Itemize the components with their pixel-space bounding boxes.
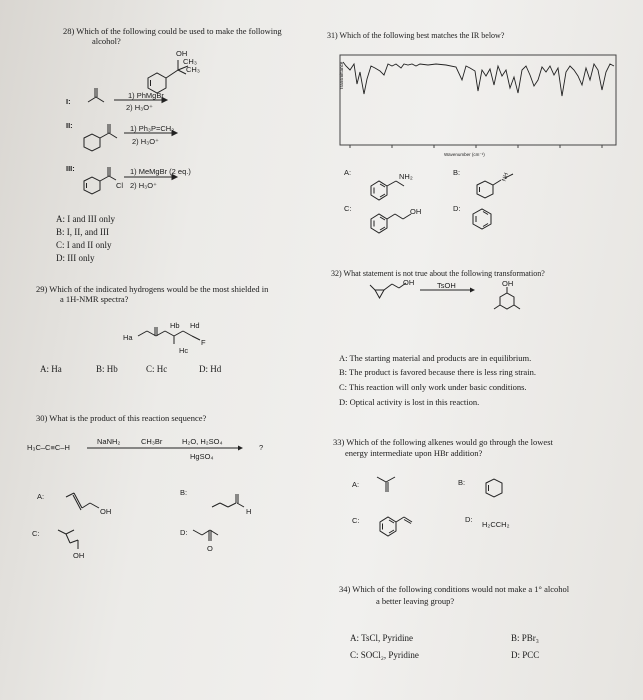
- q30-reagent-1: NaNH₂: [97, 437, 121, 446]
- q32-question: 32) What statement is not true about the following transformation?: [331, 269, 545, 278]
- q31-option-a-nh2: NH₂: [399, 172, 413, 181]
- q31-option-a[interactable]: A:: [344, 168, 352, 177]
- q33-option-b-molecule: [486, 479, 502, 497]
- q30-option-c[interactable]: C:: [32, 529, 40, 538]
- q28-answer-c[interactable]: C: I and II only: [56, 240, 112, 250]
- q29-label-hc: Hc: [179, 346, 189, 355]
- q31-option-d-molecule: [473, 209, 491, 229]
- q28-option-iii-step1: 1) MeMgBr (2 eq.): [130, 167, 191, 176]
- q30-option-c-molecule: [58, 530, 78, 549]
- q29-answer-c[interactable]: C: Hc: [146, 364, 168, 374]
- q28-option-iii-cl: Cl: [116, 181, 124, 190]
- q31-option-c-molecule: [371, 214, 411, 233]
- q28-target-molecule: [148, 60, 188, 93]
- q33-option-a-molecule: [377, 477, 395, 492]
- q29-label-f: F: [201, 338, 206, 347]
- q28-question: 28) Which of the following could be used to make the following: [63, 26, 282, 36]
- q28-option-iii-label: III:: [66, 164, 75, 173]
- q29-answer-a[interactable]: A: Ha: [40, 364, 62, 374]
- q31-option-a-molecule: [371, 181, 404, 200]
- q28-option-ii-step2: 2) H₃O⁺: [132, 137, 160, 146]
- q33-option-d-formula: H₂CCH₂: [482, 520, 510, 529]
- q30-option-b-h: H: [246, 507, 252, 516]
- q29-answer-d[interactable]: D: Hd: [199, 364, 222, 374]
- q33-question: 33) Which of the following alkenes would go through the lowest: [333, 437, 553, 447]
- q30-option-a-oh: OH: [100, 507, 112, 516]
- q33-option-b[interactable]: B:: [458, 478, 466, 487]
- q30-option-a[interactable]: A:: [37, 492, 45, 501]
- q34-question-cont: a better leaving group?: [376, 596, 455, 606]
- q29-label-hb: Hb: [170, 321, 180, 330]
- q29-question-cont: a 1H-NMR spectra?: [60, 294, 129, 304]
- q30-question: 30) What is the product of this reaction sequence?: [36, 413, 207, 423]
- q29-label-hd: Hd: [190, 321, 200, 330]
- q30-option-b-molecule: [212, 494, 244, 507]
- q30-reagent-2: CH₃Br: [141, 437, 163, 446]
- q30-reactant: H₃C–C≡C–H: [27, 443, 70, 452]
- q30-option-a-molecule: [66, 493, 99, 510]
- q30-question-mark: ?: [259, 443, 264, 452]
- q28-answer-d[interactable]: D: III only: [56, 253, 95, 263]
- q30-option-d[interactable]: D:: [180, 528, 188, 537]
- q28-option-i-step1: 1) PhMgBr: [128, 91, 164, 100]
- q31-ir-spectrum: [340, 55, 616, 148]
- q32-answer-b[interactable]: B: The product is favored because there is less ring strain.: [339, 367, 536, 377]
- q32-answer-a[interactable]: A: The starting material and products are in equilibrium.: [339, 353, 532, 363]
- q29-label-ha: Ha: [123, 333, 133, 342]
- q31-question: 31) Which of the following best matches the IR below?: [327, 31, 505, 40]
- q32-answer-c[interactable]: C: This reaction will only work under basic conditions.: [339, 382, 527, 392]
- q28-option-ii-label: II:: [66, 121, 73, 130]
- q34-question: 34) Which of the following conditions would not make a 1° alcohol: [339, 584, 570, 594]
- q33-option-a[interactable]: A:: [352, 480, 360, 489]
- q28-question-cont: alcohol?: [92, 36, 121, 46]
- q28-option-i-label: I:: [66, 97, 71, 106]
- q29-answer-b[interactable]: B: Hb: [96, 364, 118, 374]
- q30-arrowhead: [238, 446, 243, 451]
- q32-reactant-molecule: [370, 283, 406, 298]
- q28-option-i-step2: 2) H₃O⁺: [126, 103, 154, 112]
- q30-reagent-3b: HgSO₄: [190, 452, 214, 461]
- q31-option-c[interactable]: C:: [344, 204, 352, 213]
- q29-question: 29) Which of the indicated hydrogens would be the most shielded in: [36, 284, 269, 294]
- q31-option-b[interactable]: B:: [453, 168, 461, 177]
- q34-answer-a[interactable]: A: TsCl, Pyridine: [350, 633, 413, 643]
- q32-reagent: TsOH: [437, 281, 456, 290]
- q32-arrowhead: [470, 288, 475, 293]
- q28-target-ch3-b: CH₃: [186, 65, 200, 74]
- q32-answer-d[interactable]: D: Optical activity is lost in this reaction.: [339, 397, 480, 407]
- q28-option-iii-step2: 2) H₃O⁺: [130, 181, 158, 190]
- q30-option-d-o: O: [207, 544, 213, 553]
- q31-option-c-oh: OH: [410, 207, 422, 216]
- q28-target-ch3-a: CH₃: [183, 57, 197, 66]
- q34-answer-d[interactable]: D: PCC: [511, 650, 540, 660]
- q32-product-molecule: [494, 287, 520, 309]
- q30-option-b[interactable]: B:: [180, 488, 188, 497]
- q31-option-b-nh: NH: [501, 172, 511, 183]
- q30-option-c-oh: OH: [73, 551, 85, 560]
- q34-answer-b[interactable]: B: PBr₃: [511, 633, 539, 643]
- q30-reagent-3a: H₂O, H₂SO₄: [182, 437, 223, 446]
- q34-answer-c[interactable]: C: SOCl₂, Pyridine: [350, 650, 419, 660]
- q28-option-ii-step1: 1) Ph₃P=CH₂: [130, 124, 175, 133]
- q33-option-c-molecule: [380, 517, 412, 536]
- q28-answer-a[interactable]: A: I and III only: [56, 214, 115, 224]
- q32-reactant-oh: OH: [403, 278, 415, 287]
- q28-target-oh: OH: [176, 49, 188, 58]
- q30-option-d-molecule: [193, 530, 218, 541]
- q31-ir-ylabel: Transmittance: [339, 61, 344, 90]
- q32-product-oh: OH: [502, 279, 514, 288]
- q28-answer-b[interactable]: B: I, II, and III: [56, 227, 109, 237]
- q31-ir-xlabel: Wavenumber (cm⁻¹): [444, 152, 485, 157]
- q31-option-d[interactable]: D:: [453, 204, 461, 213]
- q33-option-c[interactable]: C:: [352, 516, 360, 525]
- q33-option-d[interactable]: D:: [465, 515, 473, 524]
- q33-question-cont: energy intermediate upon HBr addition?: [345, 448, 483, 458]
